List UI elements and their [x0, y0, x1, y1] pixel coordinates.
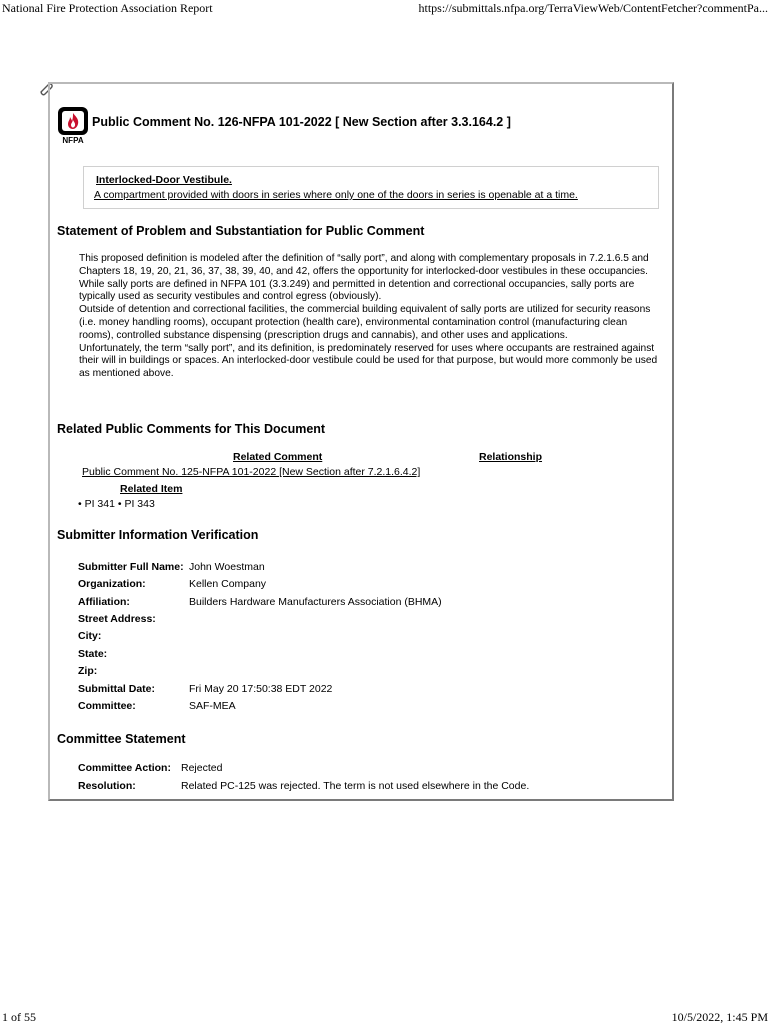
related-items-list: • PI 341 • PI 343	[78, 498, 155, 510]
statement-paragraph: While sally ports are defined in NFPA 101 (3.3.249) and permitted in detention and correctional occupancies, sally ports are typically used as security vestibules and control egress (obviously).	[79, 278, 635, 303]
relationship-column-header: Relationship	[479, 451, 543, 463]
committee-action-label: Committee Action:	[78, 762, 171, 774]
page-title: Public Comment No. 126-NFPA 101-2022 [ New Section after 3.3.164.2 ]	[92, 115, 511, 129]
logo-text: NFPA	[62, 136, 84, 144]
related-item-header: Related Item	[120, 483, 183, 495]
submittal-date-value: Fri May 20 17:50:38 EDT 2022	[189, 683, 333, 695]
submitter-heading: Submitter Information Verification	[57, 528, 259, 542]
submitter-name-value: John Woestman	[189, 561, 265, 573]
committee-value: SAF-MEA	[189, 700, 236, 712]
related-comment-column-header: Related Comment	[233, 451, 323, 463]
resolution-label: Resolution:	[78, 780, 136, 792]
affiliation-label: Affiliation:	[78, 596, 130, 608]
statement-body	[79, 253, 661, 381]
organization-value: Kellen Company	[189, 578, 267, 590]
definition-term[interactable]: Interlocked-Door Vestibule.	[96, 174, 232, 186]
page-header-url: https://submittals.nfpa.org/TerraViewWeb/ContentFetcher?commentPa...	[418, 1, 768, 15]
definition-text[interactable]: A compartment provided with doors in series where only one of the doors in series is openable at a time.	[94, 189, 578, 201]
related-heading: Related Public Comments for This Document	[57, 422, 326, 436]
city-label: City:	[78, 630, 102, 642]
organization-label: Organization:	[78, 578, 146, 590]
state-label: State:	[78, 648, 108, 660]
print-timestamp: 10/5/2022, 1:45 PM	[671, 1010, 768, 1024]
statement-heading: Statement of Problem and Substantiation for Public Comment	[57, 224, 425, 238]
statement-paragraph: Outside of detention and correctional facilities, the commercial building equivalent of sally ports are utilized for security reasons (i.e. money handling rooms), occupant protection (health care), environmental contamination control (manufacturing clean rooms), controlled substance dispensing (prescription drugs and cannabis), and other uses and applications.	[79, 304, 651, 341]
street-address-label: Street Address:	[78, 613, 156, 625]
resolution-value: Related PC-125 was rejected. The term is not used elsewhere in the Code.	[181, 780, 530, 792]
statement-paragraph: This proposed definition is modeled after the definition of “sally port”, and along with complementary proposals in 7.2.1.6.5 and Chapters 18, 19, 20, 21, 36, 37, 38, 39, 40, and 42, offers the opportunity for interlocked-door vestibules in these occupancies.	[79, 253, 649, 277]
statement-paragraph: Unfortunately, the term “sally port”, and its definition, is predominately reserved for uses where occupants are restrained against their will in buildings or spaces. An interlocked-door vestibule could be used for that purpose, but would more commonly be used as mentioned above.	[79, 342, 658, 380]
submittal-date-label: Submittal Date:	[78, 683, 156, 695]
committee-statement-heading: Committee Statement	[57, 732, 186, 746]
definition-box	[83, 166, 659, 209]
related-comment-link[interactable]: Public Comment No. 125-NFPA 101-2022 [New Section after 7.2.1.6.4.2]	[82, 466, 421, 478]
submitter-name-label: Submitter Full Name:	[78, 561, 184, 573]
page-header-title: National Fire Protection Association Report	[2, 1, 213, 15]
nfpa-logo	[57, 106, 89, 144]
page-count: 1 of 55	[2, 1010, 36, 1024]
committee-action-value: Rejected	[181, 762, 223, 774]
zip-label: Zip:	[78, 665, 98, 677]
affiliation-value: Builders Hardware Manufacturers Association (BHMA)	[189, 596, 442, 608]
committee-label: Committee:	[78, 700, 136, 712]
